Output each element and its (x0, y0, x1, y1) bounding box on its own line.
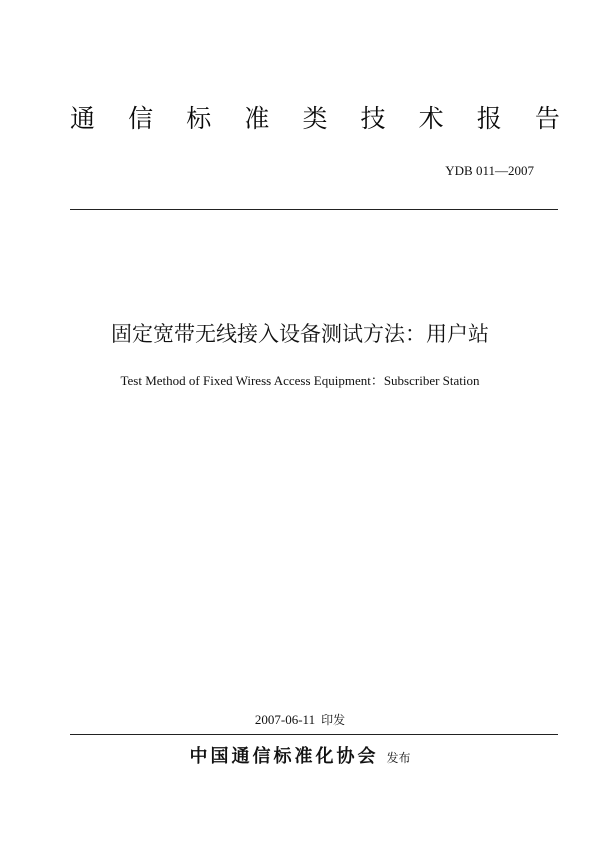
title-char: 标 (186, 104, 212, 133)
publisher-name: 中国通信标准化协会 (189, 746, 379, 767)
title-char: 准 (244, 104, 270, 133)
publish-label: 发布 (386, 751, 411, 765)
issue-line (0, 712, 600, 728)
title-char: 通 (70, 104, 96, 133)
title-char: 类 (302, 104, 328, 133)
bottom-divider (70, 734, 558, 735)
title-char: 告 (534, 104, 560, 133)
title-char: 术 (418, 104, 444, 133)
publisher-line (0, 745, 600, 770)
title-char: 技 (360, 104, 386, 133)
title-char: 报 (476, 104, 502, 133)
standard-number: YDB 011—2007 (445, 163, 534, 178)
issue-label: 印发 (321, 713, 346, 727)
issue-date: 2007-06-11 (254, 712, 316, 727)
report-category-title (70, 104, 560, 134)
top-divider (70, 209, 558, 210)
title-char: 信 (128, 104, 154, 133)
document-title-chinese: 固定宽带无线接入设备测试方法：用户站 (111, 322, 489, 346)
document-title-english: Test Method of Fixed Wiress Access Equipment：Subscriber Station (120, 373, 480, 388)
